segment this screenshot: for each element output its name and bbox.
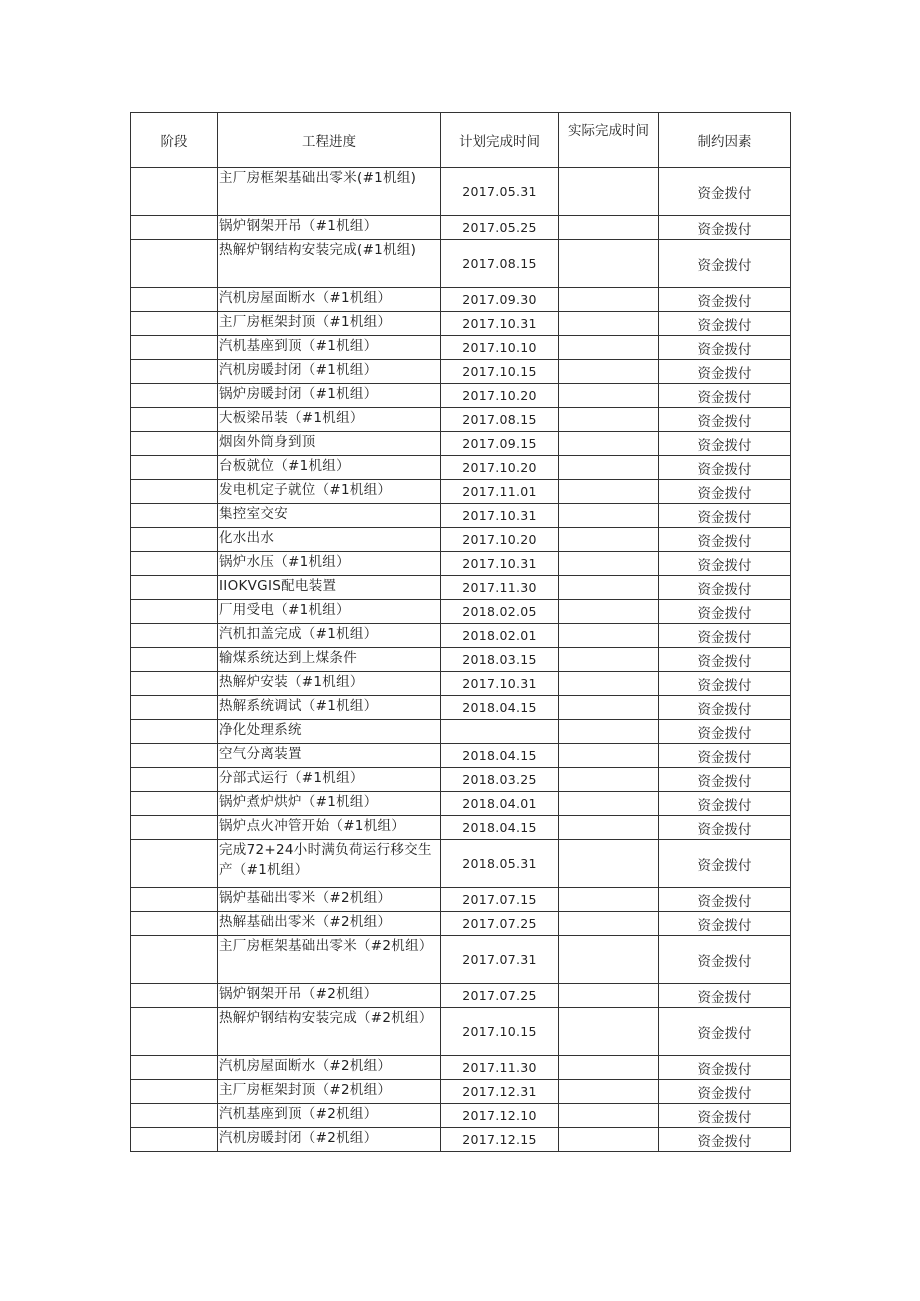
factor-cell: 资金拨付 [659, 984, 791, 1008]
table-row [131, 456, 791, 480]
planned-date-cell: 2018.02.01 [441, 624, 559, 648]
progress-cell: 主厂房框架基础出零米(#1机组) [218, 168, 441, 216]
planned-date-cell: 2017.07.15 [441, 888, 559, 912]
progress-cell: 热解基础出零米（#2机组） [218, 912, 441, 936]
actual-date-cell [559, 624, 659, 648]
actual-date-cell [559, 720, 659, 744]
planned-date-cell: 2017.05.31 [441, 168, 559, 216]
progress-cell: 锅炉钢架开吊（#1机组） [218, 216, 441, 240]
factor-cell: 资金拨付 [659, 168, 791, 216]
factor-cell: 资金拨付 [659, 528, 791, 552]
progress-cell: 热解炉安装（#1机组） [218, 672, 441, 696]
factor-cell: 资金拨付 [659, 552, 791, 576]
table-row [131, 504, 791, 528]
progress-cell: 主厂房框架封顶（#2机组） [218, 1080, 441, 1104]
factor-cell: 资金拨付 [659, 240, 791, 288]
table-row [131, 600, 791, 624]
planned-date-cell [441, 720, 559, 744]
factor-cell: 资金拨付 [659, 384, 791, 408]
planned-date-cell: 2017.10.31 [441, 504, 559, 528]
factor-cell: 资金拨付 [659, 624, 791, 648]
stage-cell [131, 456, 218, 480]
factor-cell: 资金拨付 [659, 408, 791, 432]
planned-date-cell: 2018.02.05 [441, 600, 559, 624]
actual-date-cell [559, 456, 659, 480]
actual-date-cell [559, 576, 659, 600]
stage-cell [131, 792, 218, 816]
progress-cell: 汽机房屋面断水（#2机组） [218, 1056, 441, 1080]
stage-cell [131, 576, 218, 600]
progress-cell: 烟囱外筒身到顶 [218, 432, 441, 456]
actual-date-cell [559, 936, 659, 984]
table-row [131, 816, 791, 840]
stage-cell [131, 888, 218, 912]
factor-cell: 资金拨付 [659, 672, 791, 696]
stage-cell [131, 504, 218, 528]
table-row [131, 1128, 791, 1152]
factor-cell: 资金拨付 [659, 336, 791, 360]
schedule-table-container [130, 112, 791, 1152]
progress-cell: 锅炉房暖封闭（#1机组） [218, 384, 441, 408]
stage-cell [131, 912, 218, 936]
header-actual: 实际完成时间 [559, 113, 659, 168]
table-row [131, 312, 791, 336]
table-row [131, 240, 791, 288]
factor-cell: 资金拨付 [659, 816, 791, 840]
progress-cell: 化水出水 [218, 528, 441, 552]
actual-date-cell [559, 912, 659, 936]
progress-cell: IIOKVGIS配电装置 [218, 576, 441, 600]
actual-date-cell [559, 1104, 659, 1128]
header-stage: 阶段 [131, 113, 218, 168]
planned-date-cell: 2018.03.15 [441, 648, 559, 672]
header-progress: 工程进度 [218, 113, 441, 168]
factor-cell: 资金拨付 [659, 840, 791, 888]
factor-cell: 资金拨付 [659, 936, 791, 984]
actual-date-cell [559, 408, 659, 432]
table-row [131, 912, 791, 936]
table-row [131, 936, 791, 984]
factor-cell: 资金拨付 [659, 888, 791, 912]
stage-cell [131, 408, 218, 432]
table-row [131, 1080, 791, 1104]
actual-date-cell [559, 768, 659, 792]
actual-date-cell [559, 336, 659, 360]
factor-cell: 资金拨付 [659, 1104, 791, 1128]
stage-cell [131, 840, 218, 888]
progress-cell: 汽机房暖封闭（#1机组） [218, 360, 441, 384]
planned-date-cell: 2017.10.31 [441, 312, 559, 336]
factor-cell: 资金拨付 [659, 648, 791, 672]
factor-cell: 资金拨付 [659, 720, 791, 744]
progress-cell: 大板梁吊装（#1机组） [218, 408, 441, 432]
progress-cell: 厂用受电（#1机组） [218, 600, 441, 624]
planned-date-cell: 2017.09.15 [441, 432, 559, 456]
progress-cell: 锅炉煮炉烘炉（#1机组） [218, 792, 441, 816]
actual-date-cell [559, 792, 659, 816]
actual-date-cell [559, 552, 659, 576]
progress-cell: 锅炉钢架开吊（#2机组） [218, 984, 441, 1008]
factor-cell: 资金拨付 [659, 360, 791, 384]
actual-date-cell [559, 984, 659, 1008]
actual-date-cell [559, 360, 659, 384]
planned-date-cell: 2017.10.20 [441, 528, 559, 552]
actual-date-cell [559, 816, 659, 840]
progress-cell: 分部式运行（#1机组） [218, 768, 441, 792]
actual-date-cell [559, 744, 659, 768]
planned-date-cell: 2017.10.31 [441, 672, 559, 696]
stage-cell [131, 696, 218, 720]
factor-cell: 资金拨付 [659, 504, 791, 528]
planned-date-cell: 2017.10.15 [441, 1008, 559, 1056]
progress-cell: 汽机扣盖完成（#1机组） [218, 624, 441, 648]
factor-cell: 资金拨付 [659, 288, 791, 312]
factor-cell: 资金拨付 [659, 1056, 791, 1080]
progress-cell: 锅炉点火冲管开始（#1机组） [218, 816, 441, 840]
factor-cell: 资金拨付 [659, 216, 791, 240]
table-row [131, 552, 791, 576]
actual-date-cell [559, 216, 659, 240]
progress-cell: 热解炉钢结构安装完成（#2机组） [218, 1008, 441, 1056]
table-row [131, 1008, 791, 1056]
stage-cell [131, 336, 218, 360]
stage-cell [131, 240, 218, 288]
actual-date-cell [559, 888, 659, 912]
planned-date-cell: 2017.08.15 [441, 240, 559, 288]
planned-date-cell: 2017.10.15 [441, 360, 559, 384]
planned-date-cell: 2018.04.15 [441, 696, 559, 720]
progress-cell: 汽机基座到顶（#2机组） [218, 1104, 441, 1128]
planned-date-cell: 2017.07.31 [441, 936, 559, 984]
table-row [131, 384, 791, 408]
stage-cell [131, 432, 218, 456]
stage-cell [131, 984, 218, 1008]
actual-date-cell [559, 840, 659, 888]
table-row [131, 216, 791, 240]
table-row [131, 576, 791, 600]
table-row [131, 648, 791, 672]
table-row [131, 168, 791, 216]
factor-cell: 资金拨付 [659, 744, 791, 768]
table-row [131, 1104, 791, 1128]
stage-cell [131, 936, 218, 984]
planned-date-cell: 2017.12.31 [441, 1080, 559, 1104]
stage-cell [131, 768, 218, 792]
planned-date-cell: 2017.12.15 [441, 1128, 559, 1152]
planned-date-cell: 2017.07.25 [441, 984, 559, 1008]
factor-cell: 资金拨付 [659, 432, 791, 456]
stage-cell [131, 288, 218, 312]
table-row [131, 984, 791, 1008]
progress-cell: 台板就位（#1机组） [218, 456, 441, 480]
stage-cell [131, 600, 218, 624]
table-row [131, 888, 791, 912]
table-row [131, 744, 791, 768]
factor-cell: 资金拨付 [659, 576, 791, 600]
progress-cell: 集控室交安 [218, 504, 441, 528]
stage-cell [131, 720, 218, 744]
table-row [131, 288, 791, 312]
actual-date-cell [559, 528, 659, 552]
table-row [131, 408, 791, 432]
planned-date-cell: 2018.04.15 [441, 816, 559, 840]
actual-date-cell [559, 288, 659, 312]
actual-date-cell [559, 384, 659, 408]
table-row [131, 336, 791, 360]
factor-cell: 资金拨付 [659, 1008, 791, 1056]
planned-date-cell: 2017.05.25 [441, 216, 559, 240]
actual-date-cell [559, 600, 659, 624]
stage-cell [131, 648, 218, 672]
stage-cell [131, 1008, 218, 1056]
progress-cell: 发电机定子就位（#1机组） [218, 480, 441, 504]
planned-date-cell: 2017.09.30 [441, 288, 559, 312]
actual-date-cell [559, 1080, 659, 1104]
planned-date-cell: 2017.11.30 [441, 1056, 559, 1080]
stage-cell [131, 480, 218, 504]
actual-date-cell [559, 648, 659, 672]
factor-cell: 资金拨付 [659, 1080, 791, 1104]
actual-date-cell [559, 240, 659, 288]
progress-cell: 净化处理系统 [218, 720, 441, 744]
table-row [131, 624, 791, 648]
table-row [131, 720, 791, 744]
table-row [131, 480, 791, 504]
planned-date-cell: 2018.04.15 [441, 744, 559, 768]
progress-cell: 热解炉钢结构安装完成(#1机组) [218, 240, 441, 288]
progress-cell: 热解系统调试（#1机组） [218, 696, 441, 720]
stage-cell [131, 744, 218, 768]
table-row [131, 432, 791, 456]
factor-cell: 资金拨付 [659, 312, 791, 336]
progress-cell: 输煤系统达到上煤条件 [218, 648, 441, 672]
factor-cell: 资金拨付 [659, 912, 791, 936]
planned-date-cell: 2018.04.01 [441, 792, 559, 816]
planned-date-cell: 2017.08.15 [441, 408, 559, 432]
stage-cell [131, 816, 218, 840]
planned-date-cell: 2017.10.20 [441, 456, 559, 480]
planned-date-cell: 2017.11.01 [441, 480, 559, 504]
table-row [131, 840, 791, 888]
actual-date-cell [559, 696, 659, 720]
progress-cell: 汽机基座到顶（#1机组） [218, 336, 441, 360]
table-row [131, 360, 791, 384]
actual-date-cell [559, 432, 659, 456]
stage-cell [131, 624, 218, 648]
table-row [131, 672, 791, 696]
actual-date-cell [559, 1056, 659, 1080]
progress-cell: 空气分离装置 [218, 744, 441, 768]
progress-cell: 汽机房屋面断水（#1机组） [218, 288, 441, 312]
progress-cell: 锅炉基础出零米（#2机组） [218, 888, 441, 912]
table-row [131, 792, 791, 816]
header-row [131, 113, 791, 168]
planned-date-cell: 2018.05.31 [441, 840, 559, 888]
planned-date-cell: 2017.11.30 [441, 576, 559, 600]
planned-date-cell: 2017.12.10 [441, 1104, 559, 1128]
stage-cell [131, 1128, 218, 1152]
actual-date-cell [559, 312, 659, 336]
stage-cell [131, 384, 218, 408]
factor-cell: 资金拨付 [659, 768, 791, 792]
factor-cell: 资金拨付 [659, 792, 791, 816]
progress-cell: 主厂房框架基础出零米（#2机组） [218, 936, 441, 984]
table-row [131, 768, 791, 792]
progress-cell: 锅炉水压（#1机组） [218, 552, 441, 576]
stage-cell [131, 672, 218, 696]
table-row [131, 696, 791, 720]
planned-date-cell: 2017.10.31 [441, 552, 559, 576]
actual-date-cell [559, 168, 659, 216]
table-row [131, 528, 791, 552]
stage-cell [131, 528, 218, 552]
planned-date-cell: 2017.07.25 [441, 912, 559, 936]
actual-date-cell [559, 504, 659, 528]
progress-cell: 主厂房框架封顶（#1机组） [218, 312, 441, 336]
stage-cell [131, 312, 218, 336]
planned-date-cell: 2018.03.25 [441, 768, 559, 792]
stage-cell [131, 216, 218, 240]
progress-cell: 完成72+24小时满负荷运行移交生产（#1机组） [218, 840, 441, 888]
header-factor: 制约因素 [659, 113, 791, 168]
factor-cell: 资金拨付 [659, 696, 791, 720]
stage-cell [131, 1080, 218, 1104]
factor-cell: 资金拨付 [659, 600, 791, 624]
table-row [131, 1056, 791, 1080]
actual-date-cell [559, 480, 659, 504]
planned-date-cell: 2017.10.10 [441, 336, 559, 360]
actual-date-cell [559, 1008, 659, 1056]
factor-cell: 资金拨付 [659, 456, 791, 480]
actual-date-cell [559, 1128, 659, 1152]
actual-date-cell [559, 672, 659, 696]
stage-cell [131, 552, 218, 576]
header-planned: 计划完成时间 [441, 113, 559, 168]
factor-cell: 资金拨付 [659, 480, 791, 504]
stage-cell [131, 168, 218, 216]
schedule-table [130, 112, 791, 1152]
stage-cell [131, 360, 218, 384]
planned-date-cell: 2017.10.20 [441, 384, 559, 408]
progress-cell: 汽机房暖封闭（#2机组） [218, 1128, 441, 1152]
stage-cell [131, 1104, 218, 1128]
factor-cell: 资金拨付 [659, 1128, 791, 1152]
stage-cell [131, 1056, 218, 1080]
